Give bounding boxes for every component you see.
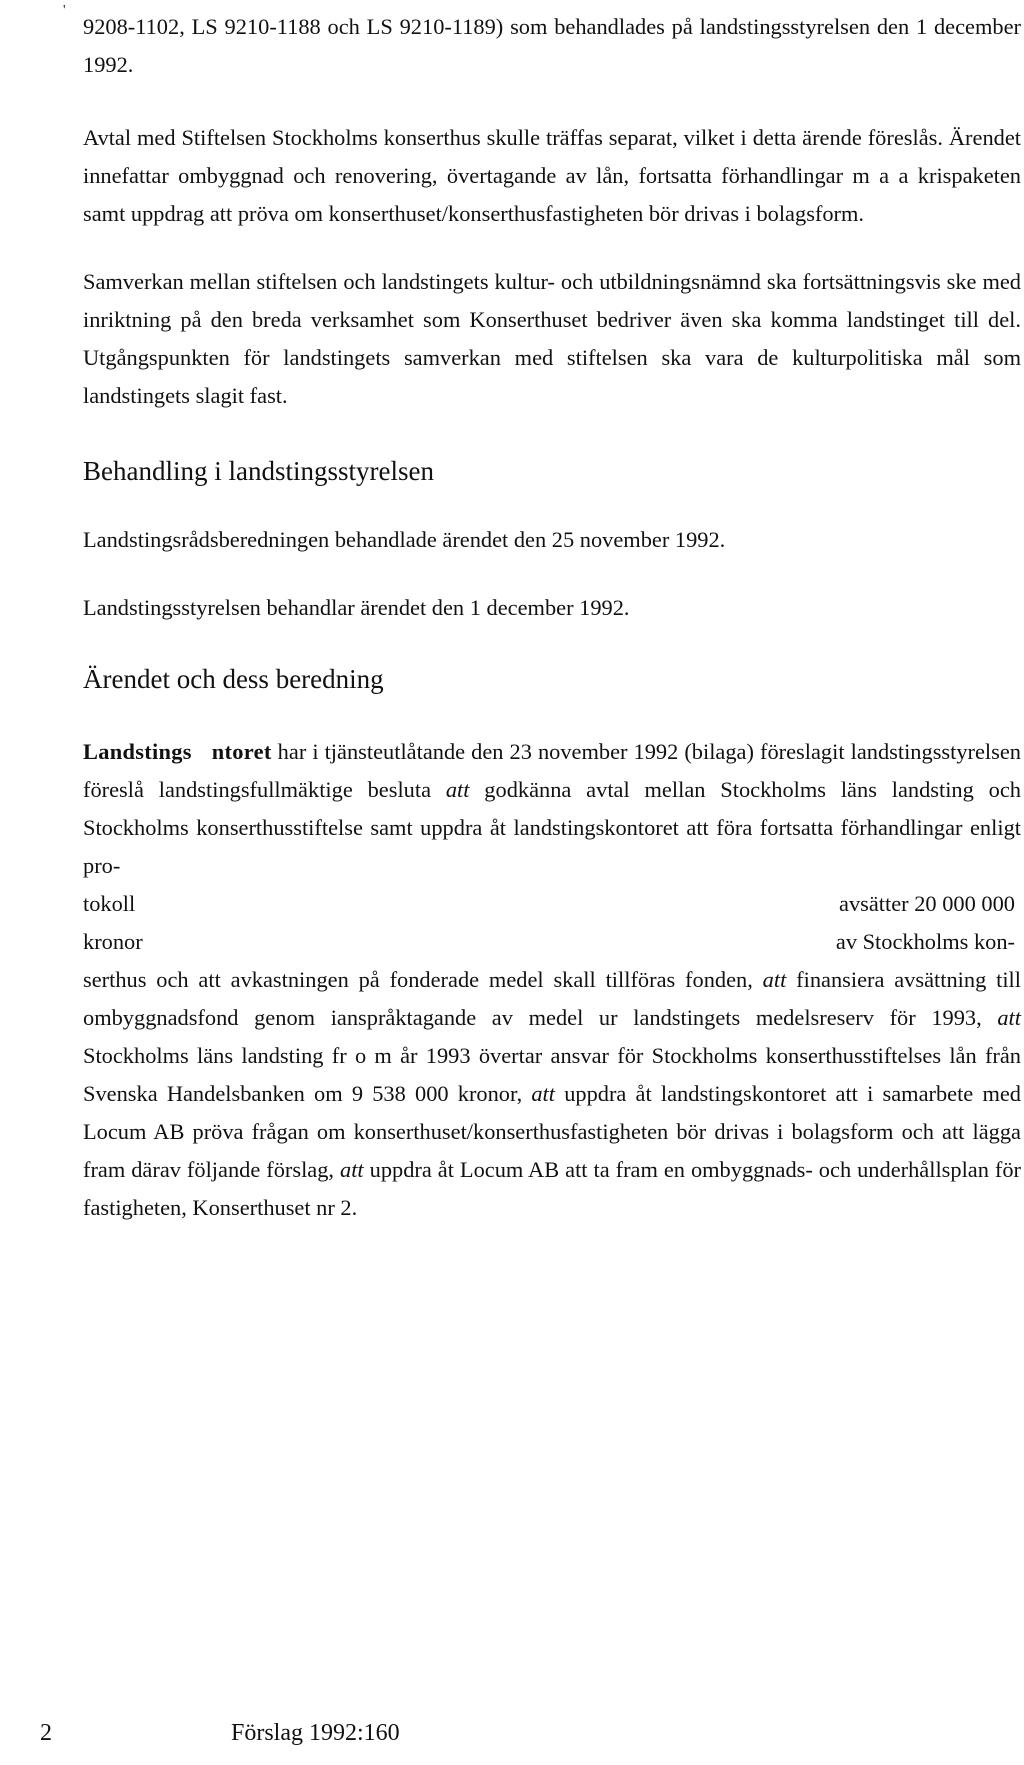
paragraph-proposal bbox=[83, 733, 1021, 1227]
proposal-text-1: har i tjänsteutlåtande den 23 november 1992 (bilaga) föreslagit landstingsstyrelsen föreslå landstingsfullmäktige besluta bbox=[83, 739, 1021, 802]
stray-scan-mark: ' bbox=[63, 3, 66, 18]
proposal-text-3: serthus och att avkastningen på fonderade medel skall tillföras fonden, bbox=[83, 967, 763, 992]
proposal-line-tokoll bbox=[83, 885, 1021, 923]
proposal-tokoll-left: tokoll bbox=[83, 891, 136, 916]
section-heading-behandling: Behandling i landstingsstyrelsen bbox=[83, 456, 434, 486]
paragraph-intro-continued: 9208-1102, LS 9210-1188 och LS 9210-1189) som behandlades på landstingsstyrelsen den 1 december 1992. bbox=[83, 14, 1021, 77]
paragraph-avtal: Avtal med Stiftelsen Stockholms konserthus skulle träffas separat, vilket i detta ärende föreslås. Ärendet innefattar ombyggnad och renovering, övertagande av lån, fortsatta förhandlingar m a a krispaketen samt uppdrag att pröva om konserthuset/konserthusfastigheten bör drivas i bolagsform. bbox=[83, 125, 1021, 226]
paragraph-beredningen: Landstingsrådsberedningen behandlade ärendet den 25 november 1992. bbox=[83, 527, 726, 552]
att-clause-5: att bbox=[340, 1157, 364, 1182]
proposal-text-7: uppdra åt Locum AB att ta fram en ombyggnads- och underhållsplan för fastigheten, Konserthuset nr 2. bbox=[83, 1157, 1022, 1220]
section-heading-arendet: Ärendet och dess beredning bbox=[83, 664, 384, 694]
proposal-text-2: godkänna avtal mellan Stockholms läns landsting och Stockholms konserthusstiftelse samt uppdra åt landstingskontoret att föra fortsatta förhandlingar enligt pro- bbox=[83, 777, 1021, 878]
paragraph-samverkan: Samverkan mellan stiftelsen och landstingets kultur- och utbildningsnämnd ska fortsättningsvis ske med inriktning på den breda verksamhet som Konserthuset bedriver även ska komma landstinget till del. Utgångspunkten för landstingets samverkan med stiftelsen ska vara de kulturpolitiska mål som landstingets slagit fast. bbox=[83, 269, 1021, 408]
proposal-kronor-left: kronor bbox=[83, 929, 143, 954]
att-clause-4: att bbox=[531, 1081, 555, 1106]
proposal-kronor-right: av Stockholms kon- bbox=[835, 929, 1015, 954]
proposal-line-kronor bbox=[83, 923, 1021, 961]
page-number: 2 bbox=[40, 1720, 52, 1746]
proposal-tokoll-right: avsätter 20 000 000 bbox=[839, 891, 1015, 916]
term-landstingskontoret-part2: ntoret bbox=[211, 739, 272, 764]
document-reference: Förslag 1992:160 bbox=[231, 1720, 400, 1746]
proposal-text-6: uppdra åt landstingskontoret att i samarbete med Locum AB pröva frågan om konserthuset/konserthusfastigheten bör drivas i bolagsform och att lägga fram därav följande förslag, bbox=[83, 1081, 1021, 1182]
proposal-text-5: Stockholms läns landsting fr o m år 1993 övertar ansvar för Stockholms konserthusstiftelses lån från Svenska Handelsbanken om 9 538 000 kronor, bbox=[83, 1043, 1021, 1106]
document-body bbox=[83, 8, 1021, 1227]
att-clause-1: att bbox=[445, 777, 470, 802]
att-clause-2: att bbox=[762, 967, 787, 992]
att-clause-3: att bbox=[997, 1005, 1021, 1030]
proposal-text-4: finansiera avsättning till ombyggnadsfond genom ianspråktagande av medel ur landstingets medelsreserv för 1993, bbox=[83, 967, 1021, 1030]
paragraph-styrelsen: Landstingsstyrelsen behandlar ärendet den 1 december 1992. bbox=[83, 595, 630, 620]
term-landstingskontoret-part1: Landstings bbox=[83, 739, 192, 764]
